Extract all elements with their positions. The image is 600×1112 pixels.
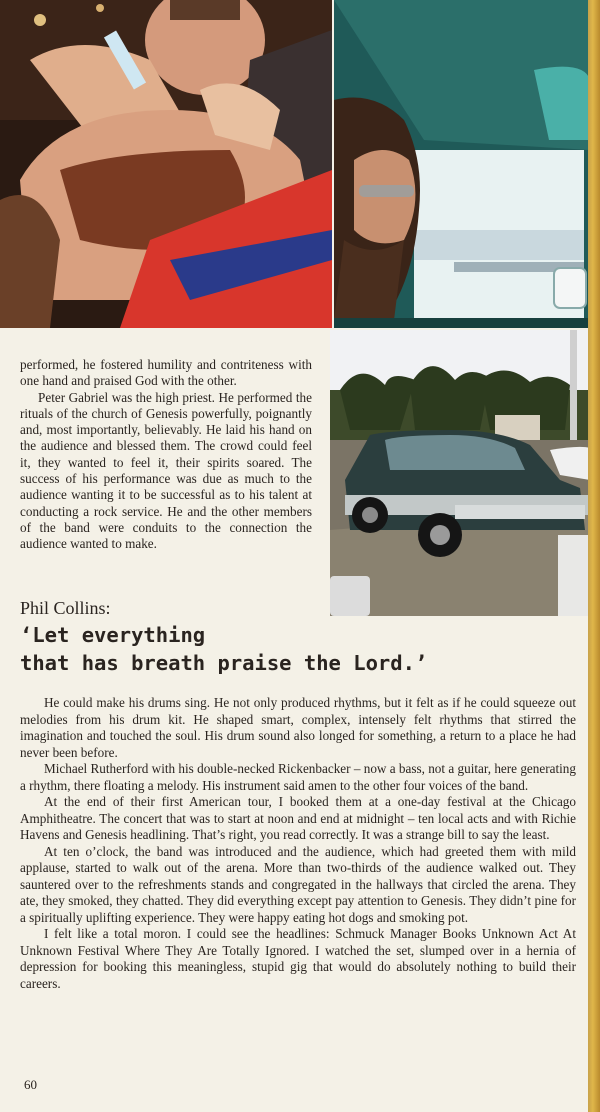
quote-line: that has breath praise the Lord.’	[20, 651, 428, 675]
photo-parked-car	[330, 330, 590, 616]
body-text	[20, 695, 576, 992]
quote-text	[20, 621, 580, 677]
pull-quote	[20, 598, 580, 677]
paragraph: I felt like a total moron. I could see the headlines: Schmuck Manager Books Unknown Act At Unknown Festival Where They Are Totally Ignored. I watched the set, slumped over in a hernia of depression for booking this meaningless, stupid gig that would do absolutely nothing to build their careers.	[20, 926, 576, 991]
quote-speaker: Phil Collins:	[20, 598, 111, 618]
paragraph: performed, he fostered humility and contriteness with one hand and praised God with the other.	[20, 357, 312, 389]
paragraph: At ten o’clock, the band was introduced and the audience, which had greeted them with mild applause, started to walk out of the arena. More than two-thirds of the audience walked out. They sauntered over to the refreshments stands and congregated in the hallways that circled the arena. They ate, they smoked, they chatted. They did everything except pay attention to Genesis. They didn’t pine for a spiritually uplifting experience. They were happy eating hot dogs and smoking pot.	[20, 843, 576, 925]
book-spine-edge	[588, 0, 600, 1112]
photo-driver	[334, 0, 590, 328]
photo-eye-drops	[0, 0, 332, 328]
paragraph: He could make his drums sing. He not only produced rhythms, but it felt as if he could squeeze out melodies from his drum kit. He shaped smart, complex, intensely felt rhythms that stirred the imagination and touched the soul. His drum sound also longed for something, a return to a place he had never been before.	[20, 695, 576, 760]
paragraph: Michael Rutherford with his double-necked Rickenbacker – now a bass, not a guitar, here generating a rhythm, there floating a melody. His instrument said amen to the other four voices of the band.	[20, 761, 576, 793]
column-text	[20, 357, 312, 553]
paragraph: At the end of their first American tour, I booked them at a one-day festival at the Chicago Amphitheatre. The concert that was to start at noon and end at midnight – ten local acts and with Richie Havens and Genesis headlining. That’s right, you read correctly. It was a strange bill to say the least.	[20, 794, 576, 842]
page-number: 60	[24, 1077, 37, 1092]
paragraph: Peter Gabriel was the high priest. He performed the rituals of the church of Genesis powerfully, poignantly and, most importantly, believably. He laid his hand on the audience and blessed them. The crowd could feel it, they wanted to feel it, their spirits soared. The success of his performance was due as much to the audience wanting it to be successful as to his talent at conducting a rock service. He and the other members of the band were conduits to the connection the audience wanted to make.	[20, 389, 312, 552]
quote-line: ‘Let everything	[20, 623, 206, 647]
